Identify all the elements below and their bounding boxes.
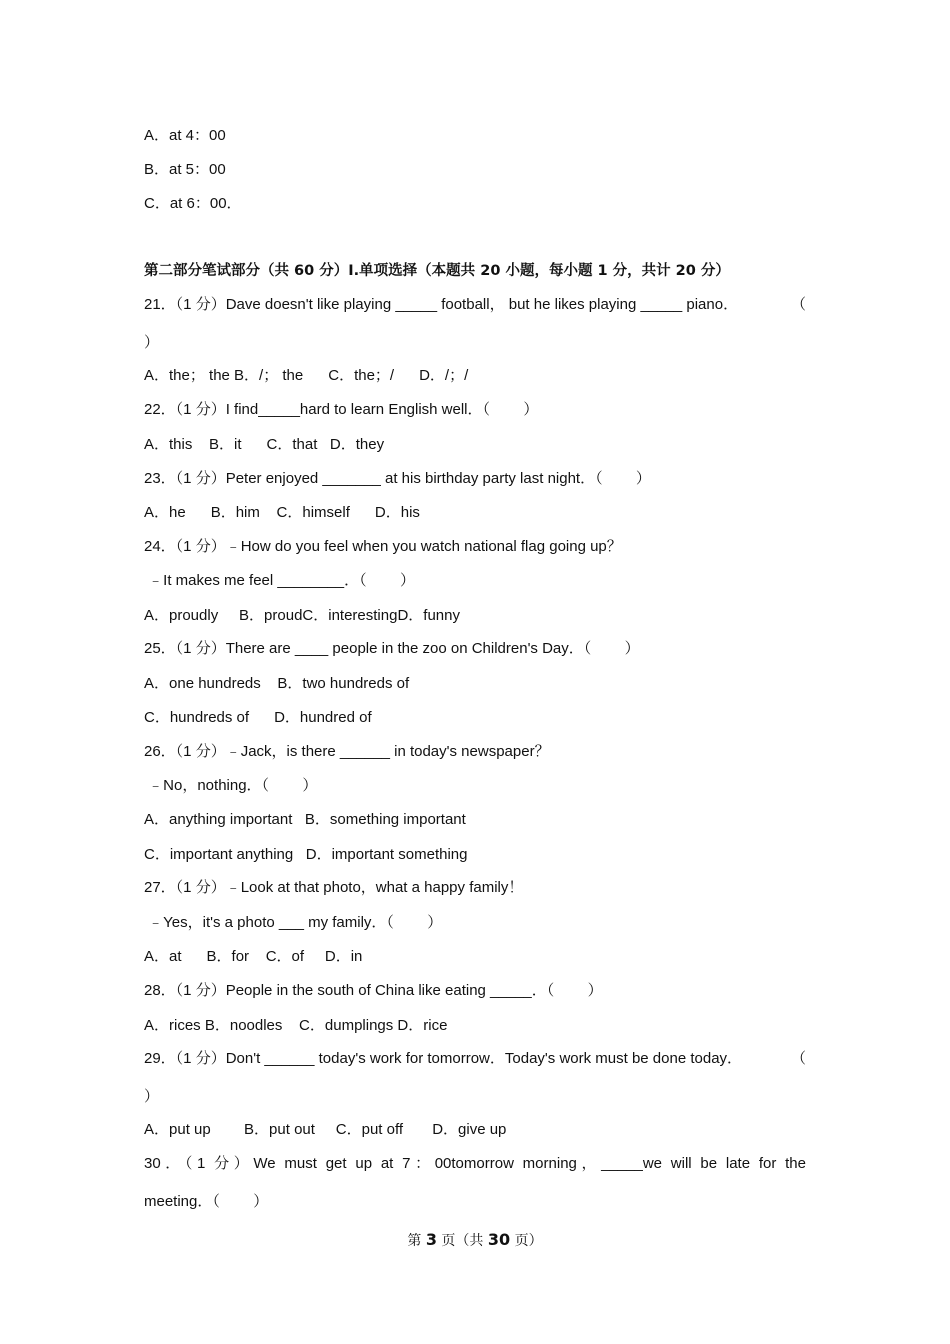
question-26-reply: ﹣No，nothing．（ ） xyxy=(144,777,318,794)
options-23: A．he B．him C．himself D．his xyxy=(144,504,420,521)
question-22: 22．（1 分）I find_____hard to learn English well．（ ） xyxy=(144,401,539,418)
answer-bracket-open: （ xyxy=(790,1050,806,1067)
option-line: A．at 4：00 xyxy=(144,127,226,144)
question-24: 24．（1 分）﹣How do you feel when you watch national flag going up？ xyxy=(144,538,622,555)
question-30: 30．（1 分）We must get up at 7：00tomorrow morning，_____we will be late for the xyxy=(144,1155,806,1172)
question-29: 29．（1 分）Don't ______ today's work for tomorrow．Today's work must be done today． xyxy=(144,1050,743,1067)
option-line: C．at 6：00． xyxy=(144,195,242,212)
question-21: 21．（1 分）Dave doesn't like playing _____ football， but he likes playing _____ piano． xyxy=(144,296,739,313)
options-24: A．proudly B．proudC．interestingD．funny xyxy=(144,607,460,624)
question-27-reply: ﹣Yes，it's a photo ___ my family．（ ） xyxy=(144,914,443,931)
options-26-a-b: A．anything important B．something important xyxy=(144,811,466,828)
question-26: 26．（1 分）﹣Jack，is there ______ in today's newspaper？ xyxy=(144,743,550,760)
page-footer xyxy=(0,1230,950,1251)
question-25: 25．（1 分）There are ____ people in the zoo on Children's Day．（ ） xyxy=(144,640,640,657)
question-23: 23．（1 分）Peter enjoyed _______ at his birthday party last night．（ ） xyxy=(144,470,651,487)
question-30-continued: meeting．（ ） xyxy=(144,1193,269,1210)
options-29: A．put up B．put out C．put off D．give up xyxy=(144,1121,507,1138)
answer-bracket-open: （ xyxy=(790,296,806,313)
answer-bracket-close: ） xyxy=(144,334,160,351)
footer-suffix: 页） xyxy=(510,1233,543,1249)
footer-total-pages: 30 xyxy=(487,1230,511,1249)
options-26-c-d: C．important anything D．important something xyxy=(144,846,468,863)
options-25-c-d: C．hundreds of D．hundred of xyxy=(144,709,372,726)
options-27: A．at B．for C．of D．in xyxy=(144,948,363,965)
footer-middle: 页（共 xyxy=(436,1233,488,1249)
option-line: B．at 5：00 xyxy=(144,161,226,178)
question-27: 27．（1 分）﹣Look at that photo，what a happy family！ xyxy=(144,879,524,896)
options-21: A．the； the B．/； the C．the；/ D．/；/ xyxy=(144,367,469,384)
question-24-reply: ﹣It makes me feel ________．（ ） xyxy=(144,572,415,589)
footer-page-number: 3 xyxy=(425,1230,437,1249)
options-28: A．rices B．noodles C．dumplings D．rice xyxy=(144,1017,448,1034)
footer-prefix: 第 xyxy=(407,1233,426,1249)
answer-bracket-close: ） xyxy=(144,1088,160,1105)
question-28: 28．（1 分）People in the south of China like eating _____．（ ） xyxy=(144,982,603,999)
options-22: A．this B．it C．that D．they xyxy=(144,436,385,453)
options-25-a-b: A．one hundreds B．two hundreds of xyxy=(144,675,410,692)
section-heading: 第二部分笔试部分（共 60 分）I.单项选择（本题共 20 小题，每小题 1 分，共计 20 分） xyxy=(144,263,730,279)
